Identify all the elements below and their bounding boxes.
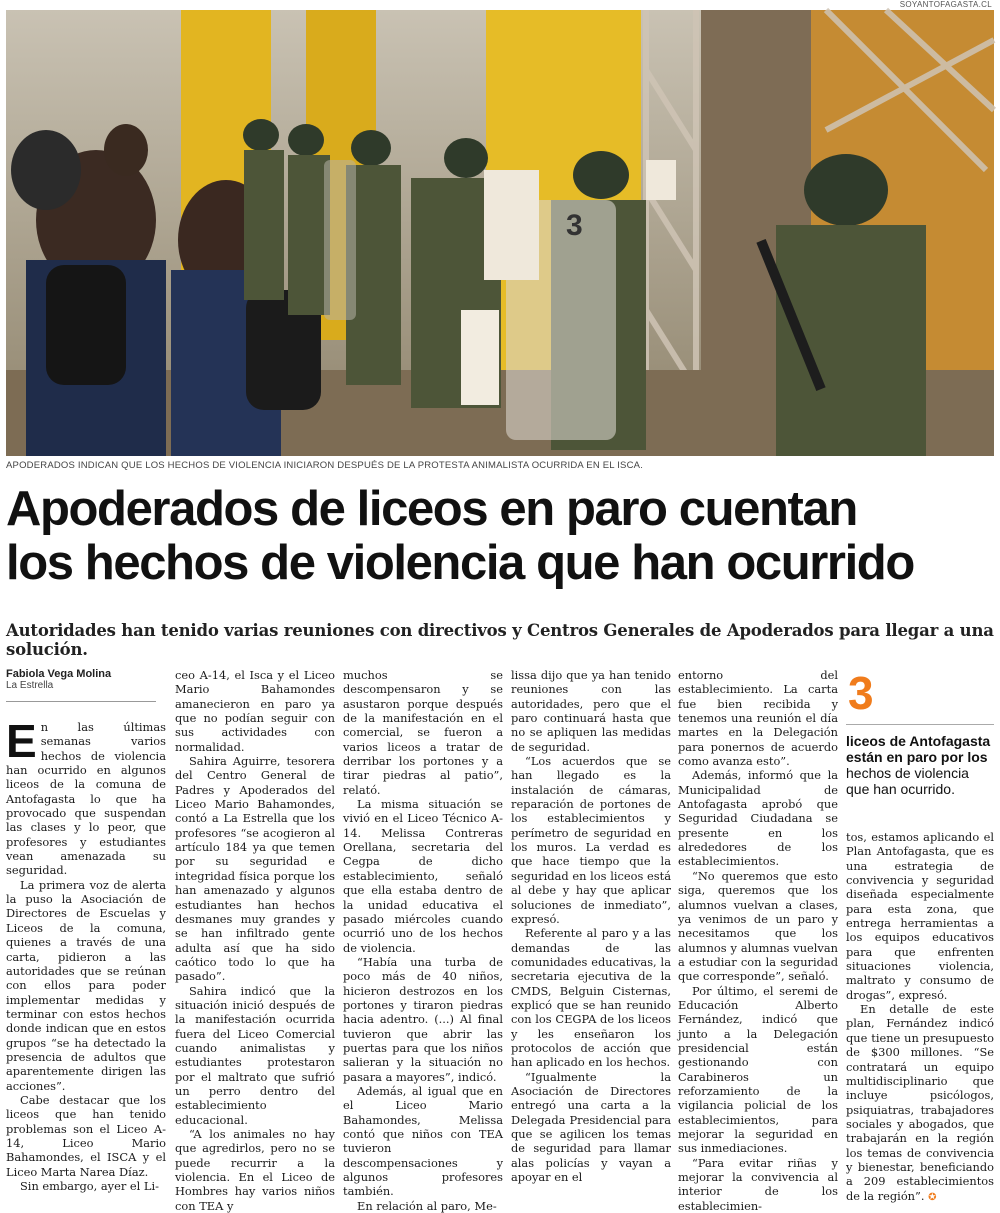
paragraph: “Los acuerdos que se han llegado es la instalación de cámaras, reparación de portones de los establecimientos y perímetro de seguridad en los muros. La verdad es que hace tiempo que la seguridad en los liceos está al debe y hay que aplicar soluciones de inmediato”, expresó. [511, 754, 671, 926]
paragraph: muchos se descompensaron y se asustaron porque después de la manifestación en el comercial, se fueron a varios liceos a tratar de derribar los portones y a tirar piedras al patio”, relató. [343, 668, 503, 797]
end-mark-icon: ✪ [928, 1191, 937, 1203]
headline-line-2: los hechos de violencia que han ocurrido [6, 536, 914, 590]
paragraph: Por último, el seremi de Educación Alberto Fernández, indicó que junto a la Delegación presidencial están gestionando con Carabineros un reforzamiento de la vigilancia policial de los establecimientos, para mejorar la seguridad en sus inmediaciones. [678, 983, 838, 1156]
author-org: La Estrella [6, 680, 54, 691]
paragraph: Además, informó que la Municipalidad de Antofagasta aprobó que Seguridad Ciudadana se presente en los alrededores de los establecimientos. [678, 768, 838, 869]
fact-text [846, 733, 994, 797]
paragraph: Sahira indicó que la situación inició después de la manifestación ocurrida fuera del Liceo Comercial cuando animalistas y estudiantes protestaron por el maltrato que sufrió un perro dentro del establecimiento educacional. [175, 983, 335, 1127]
headline [6, 482, 996, 590]
paragraph-text: n las últimas semanas varios hechos de violencia han ocurrido en algunos liceos de la comuna de Antofagasta lo que ha provocado que suspendan las clases y lo peor, que profesores y estudiantes vean amenazada su seguridad. [6, 720, 166, 878]
author-name: Fabiola Vega Molina [6, 668, 112, 680]
photo-image [6, 10, 994, 456]
paragraph: “Igualmente la Asociación de Directores entregó una carta a la Delegada Presidencial para que se agilicen los temas de seguridad para llamar alas policías y vayan a apoyar en el [511, 1069, 671, 1185]
paragraph: entorno del establecimiento. La carta fue bien recibida y tenemos una reunión el día martes en la Delegación para ponernos de acuerdo como avanza esto”. [678, 668, 838, 769]
headline-line-1: Apoderados de liceos en paro cuentan [6, 482, 857, 536]
article-column-6 [846, 830, 994, 1203]
paragraph-text: En detalle de este plan, Fernández indicó que tiene un presupuesto de $300 millones. “Se contratará un equipo multidisciplinario que incluye psicólogos, psiquiatras, trabajadores sociales y abogados, que trabajarán en la región los temas de convivencia y bienestar, beneficiando a 209 establecimientos de la región”. [846, 1002, 994, 1203]
paragraph: Sahira Aguirre, tesorera del Centro General de Padres y Apoderados del Liceo Mario Bahamondes, contó a La Estrella que los profesores “se acogieron al artículo 184 ya que temen por su seguridad e integridad física porque los han amenazado y algunos estudiantes han hechos desmanes muy grandes y se han infiltrado gente adulta así que ha sido caótico todo lo que ha pasado”. [175, 754, 335, 984]
paragraph: tos, estamos aplicando el Plan Antofagasta, que es una estrategia de convivencia y seguridad diseñada especialmente para esta zona, que entrega herramientas a los equipos educativos para que enfrenten situaciones violencia, maltrato y consumo de drogas”, expresó. [846, 830, 994, 1002]
paragraph: En relación al paro, Me- [357, 1198, 497, 1213]
paragraph: “No queremos que esto siga, queremos que los alumnos vuelvan a clases, ya venimos de un paro y necesitamos que los alumnos y alumnas vuelvan a estudiar con la seguridad que corresponde”, señaló. [678, 868, 838, 984]
paragraph: La misma situación se vivió en el Liceo Técnico A-14. Melissa Contreras Orellana, secretaria del Cegpa de dicho establecimiento, señaló que ella estaba dentro de la unidad educativa el pasado miércoles cuando ocurrió uno de los hechos de violencia. [343, 797, 503, 955]
drop-cap: E [6, 715, 37, 767]
fact-number: 3 [848, 667, 874, 719]
fact-text-rest: hechos de violencia que han ocurrido. [846, 765, 969, 797]
byline [6, 668, 166, 691]
article-column-4 [511, 668, 671, 1200]
paragraph [6, 715, 166, 878]
byline-divider [6, 701, 156, 702]
paragraph: La primera voz de alerta la puso la Asociación de Directores de Escuelas y Liceos de la comuna, quienes a través de una carta, pidieron a las autoridades que se reúnan con ellos para poder implementar medidas y terminar con estos hechos donde indican que en estos grupos “se ha detectado la presencia de adultos que aparentemente dirigen las acciones”. [6, 877, 166, 1093]
paragraph: Cabe destacar que los liceos que han tenido problemas son el Liceo A-14, Liceo Mario Bahamondes, el ISCA y el Liceo Marta Narea Díaz. [6, 1092, 166, 1179]
paragraph [846, 1002, 994, 1205]
news-photo [6, 10, 994, 456]
subheadline: Autoridades han tenido varias reuniones con directivos y Centros Generales de Apoderados para llegar a una solución. [6, 621, 994, 659]
paragraph: lissa dijo que ya han tenido reuniones con las autoridades, pero que el paro continuará hasta que no se apliquen las medidas de seguridad. [511, 668, 671, 754]
fact-divider [846, 724, 994, 725]
article-column-3 [343, 668, 503, 1213]
shield-number: 3 [566, 209, 583, 242]
article-column-2 [175, 668, 335, 1213]
paragraph: Referente al paro y a las demandas de las comunidades educativas, la secretaria ejecutiva de la CMDS, Belguin Cisternas, explicó que se han reunido con los CEGPA de los liceos y les enseñaron los protocolos de acción que han aplicado en los hechos. [511, 926, 671, 1070]
article-column-5 [678, 668, 838, 1213]
source-tag: SOYANTOFAGASTA.CL [899, 0, 992, 9]
photo-caption: APODERADOS INDICAN QUE LOS HECHOS DE VIOLENCIA INICIARON DESPUÉS DE LA PROTESTA ANIMALISTA OCURRIDA EN EL ISCA. [6, 460, 644, 471]
article-column-1 [6, 715, 166, 1200]
paragraph: ceo A-14, el Isca y el Liceo Mario Bahamondes amanecieron en paro ya que no podían seguir con sus actividades con normalidad. [175, 668, 335, 754]
paragraph: Sin embargo, ayer el Li- [20, 1179, 159, 1193]
paragraph: “Para evitar riñas y mejorar la convivencia al interior de los establecimien- [678, 1155, 838, 1213]
paragraph: Además, al igual que en el Liceo Mario Bahamondes, Melissa contó que niños con TEA tuvieron descompensaciones y algunos profesores también. [343, 1083, 503, 1199]
fact-box [846, 668, 994, 797]
paragraph: “Había una turba de poco más de 40 niños, hicieron destrozos en los portones y tiraron piedras hacia adentro. (...) Al final tuvieron que abrir las puertas para que los niños salieran y la situación no pasara a mayores”, indicó. [343, 954, 503, 1084]
fact-text-bold: liceos de Antofagasta están en paro por los [846, 733, 991, 765]
paragraph: “A los animales no hay que agredirlos, pero no se puede recurrir a la violencia. En el Liceo de Hombres hay varios niños con TEA y [175, 1127, 335, 1213]
